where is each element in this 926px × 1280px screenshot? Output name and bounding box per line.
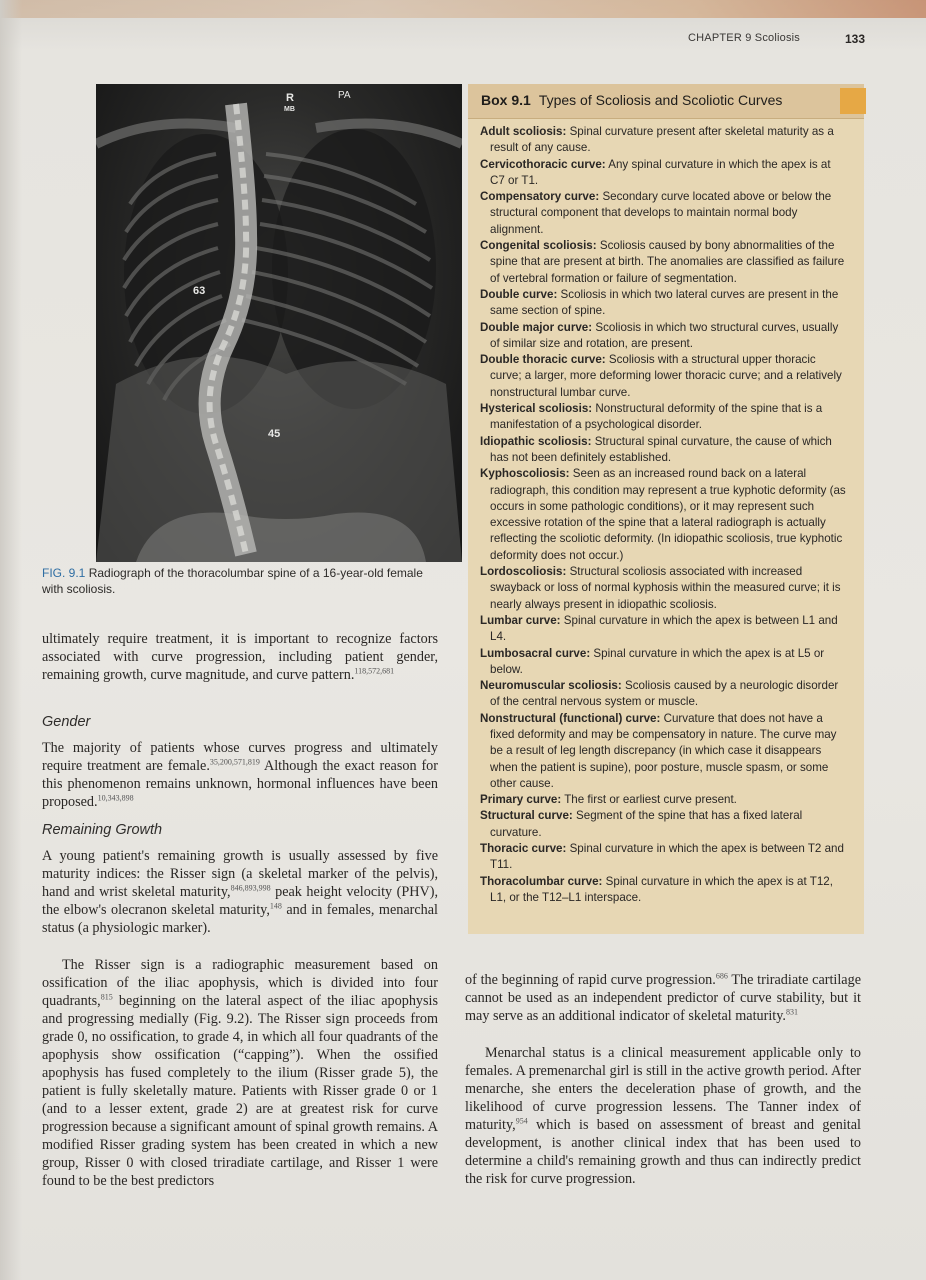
spine-radiograph: [96, 84, 462, 562]
box-entry: [480, 124, 848, 157]
box-entry-definition: Structural scoliosis associated with increased swayback or loss of normal kyphosis within the measured curve; it is nearly always present in idiopathic scoliosis.: [490, 565, 841, 611]
box-entry-definition: The first or earliest curve present.: [564, 793, 737, 807]
box-entry-term: Thoracic curve:: [480, 842, 567, 856]
figure-caption: [42, 566, 442, 597]
citation: 846,893,998: [230, 883, 271, 893]
box-entry: [480, 434, 848, 467]
box-entry: [480, 792, 848, 808]
page-number: 133: [845, 32, 866, 46]
marker-pa: PA: [338, 90, 351, 101]
box-entry-definition: Secondary curve located above or below the structural component that develops to maintain normal body alignment.: [490, 190, 832, 236]
paragraph-intro: [42, 630, 438, 684]
figure-label: FIG. 9.1: [42, 566, 86, 580]
box-entry: [480, 646, 848, 679]
box-entry: [480, 613, 848, 646]
paragraph-triradiate-text-a: of the beginning of rapid curve progression.: [465, 972, 716, 988]
box-entry-definition: Scoliosis in which two structural curves, usually of similar size and rotation, are present.: [490, 320, 839, 350]
citation: 148: [269, 901, 282, 911]
box-entry: [480, 238, 848, 287]
box-entry-term: Lordoscoliosis:: [480, 565, 567, 579]
running-head: CHAPTER 9 Scoliosis: [688, 32, 800, 44]
box-entry-term: Double major curve:: [480, 320, 593, 334]
paragraph-triradiate-text-b: The triradiate cartilage cannot be used as an independent predictor of curve stability, but it may serve as an additional indicator of skeletal maturity.: [465, 972, 861, 1024]
citation: 954: [515, 1116, 528, 1126]
box-entry-definition: Segment of the spine that has a fixed lateral curvature.: [490, 809, 803, 839]
box-entry-term: Hysterical scoliosis:: [480, 402, 593, 416]
box-entry-definition: Structural spinal curvature, the cause of which has not been definitely established.: [490, 434, 832, 464]
citation: 686: [715, 971, 728, 981]
box-entry-definition: Curvature that does not have a fixed deformity and may be compensatory in nature. The curve may be a result of leg length discrepancy (in which case it disappears when the patient is supine), poor posture, muscle spasm, or some other cause.: [490, 711, 837, 790]
marker-mb: MB: [284, 106, 295, 113]
paragraph-growth-text-a: A young patient's remaining growth is usually assessed by five maturity indices: the Risser sign (a skeletal marker of the pelvis), hand and wrist skeletal maturity,: [42, 848, 438, 900]
box-entry-term: Double thoracic curve:: [480, 353, 606, 367]
paragraph-risser-text-a: The Risser sign is a radiographic measurement based on ossification of the iliac apophysis, which is divided into four quadrants,: [42, 957, 438, 1009]
box-entry-term: Cervicothoracic curve:: [480, 157, 606, 171]
box-number: Box 9.1: [481, 92, 531, 108]
citation: 831: [785, 1007, 798, 1017]
box-entry: [480, 189, 848, 238]
box-title: [481, 92, 782, 108]
cobb-angle-lower: 45: [268, 428, 281, 440]
box-entry-term: Structural curve:: [480, 809, 573, 823]
box-entry-term: Lumbar curve:: [480, 613, 561, 627]
box-entry-definition: Nonstructural deformity of the spine that is a manifestation of a psychological disorder.: [490, 402, 823, 432]
box-entry-term: Double curve:: [480, 287, 558, 301]
radiograph-illustration: [96, 84, 462, 562]
box-entry-term: Primary curve:: [480, 793, 562, 807]
box-entry: [480, 564, 848, 613]
box-entry-definition: Any spinal curvature in which the apex is at C7 or T1.: [490, 157, 831, 187]
paragraph-growth-text-c: and in females, menarchal status (a physiologic marker).: [42, 902, 438, 936]
paragraph-gender-text-a: The majority of patients whose curves progress and ultimately require treatment are female.: [42, 740, 438, 774]
box-entry: [480, 352, 848, 401]
cobb-angle-upper: 63: [193, 285, 206, 297]
box-entry-term: Kyphoscoliosis:: [480, 467, 570, 481]
box-entry-definition: Scoliosis caused by bony abnormalities of the spine that are present at birth. The anomalies are classified as failure of vertebral formation or failure of segmentation.: [490, 239, 845, 285]
paragraph-triradiate: [465, 971, 861, 1025]
box-9-1: [468, 84, 864, 934]
box-entry-definition: Scoliosis in which two lateral curves are present in the same section of spine.: [490, 287, 839, 318]
box-entry-definition: Spinal curvature in which the apex is between L1 and L4.: [490, 613, 838, 644]
box-corner-tab: [840, 88, 866, 114]
box-entry-definition: Spinal curvature in which the apex is between T2 and T11.: [490, 842, 844, 872]
box-entry-definition: Spinal curvature in which the apex is at L5 or below.: [490, 646, 825, 676]
box-entry: [480, 287, 848, 320]
heading-gender: Gender: [42, 714, 91, 730]
paragraph-risser: [42, 956, 438, 1190]
paragraph-menarchal: [465, 1044, 861, 1188]
paragraph-gender: [42, 739, 438, 811]
box-entries: [480, 124, 848, 906]
box-entry: [480, 874, 848, 907]
box-entry-term: Nonstructural (functional) curve:: [480, 711, 661, 725]
box-entry-definition: Scoliosis caused by a neurologic disorder of the central nervous system or muscle.: [490, 679, 839, 709]
citation: 118,572,681: [354, 666, 395, 676]
marker-r: R: [286, 92, 294, 104]
box-entry: [480, 466, 848, 564]
paragraph-gender-text-b: Although the exact reason for this phenomenon remains unknown, hormonal influences have been proposed.: [42, 758, 438, 810]
box-entry-term: Neuromuscular scoliosis:: [480, 679, 622, 693]
box-entry: [480, 841, 848, 874]
box-entry-definition: Spinal curvature in which the apex is at T12, L1, or the T12–L1 interspace.: [490, 874, 833, 904]
paragraph-menarchal-text-b: which is based on assessment of breast and genital development, is another clinical index that has been used to determine a child's remaining growth and thus can indirectly predict the risk for curve progression.: [465, 1117, 861, 1187]
figure-caption-text: Radiograph of the thoracolumbar spine of a 16-year-old female with scoliosis.: [42, 566, 423, 596]
box-entry-definition: Seen as an increased round back on a lateral radiograph, this condition may represent a true kyphotic deformity (as occurs in some pathologic conditions), or it may represent such excessive rotation of the spine that a lateral radiograph is actually reflecting the scoliotic deformity. (In idiopathic scoliosis, true kyphotic deformity does not occur.): [490, 467, 846, 562]
box-entry: [480, 808, 848, 841]
box-title-text: Types of Scoliosis and Scoliotic Curves: [538, 92, 783, 108]
box-entry: [480, 320, 848, 353]
paragraph-growth-text-b: peak height velocity (PHV), the elbow's olecranon skeletal maturity,: [42, 884, 439, 918]
citation: 815: [100, 992, 113, 1002]
citation: 35,200,571,819: [209, 757, 260, 767]
paragraph-growth: [42, 847, 438, 937]
box-entry-definition: Scoliosis with a structural upper thoracic curve; a larger, more deforming lower thoracic curve; and a relatively nonstructural lumbar curve.: [490, 353, 842, 399]
box-entry: [480, 678, 848, 711]
heading-remaining-growth: Remaining Growth: [42, 822, 163, 838]
page-gutter-shadow: [0, 0, 22, 1280]
box-header: [468, 84, 864, 119]
box-entry-term: Lumbosacral curve:: [480, 646, 591, 660]
box-entry: [480, 711, 848, 792]
paragraph-intro-text: ultimately require treatment, it is important to recognize factors associated with curve progression, including patient gender, remaining growth, curve magnitude, and curve pattern.: [42, 631, 438, 683]
box-entry-term: Idiopathic scoliosis:: [480, 434, 592, 448]
paragraph-menarchal-text-a: Menarchal status is a clinical measurement applicable only to females. A premenarchal girl is still in the active growth period. After menarche, she enters the deceleration phase of growth, and the likelihood of curve progression lessens. The Tanner index of maturity,: [465, 1045, 861, 1133]
box-entry: [480, 157, 848, 190]
box-entry-term: Congenital scoliosis:: [480, 239, 597, 253]
page-top-edge: [0, 0, 926, 18]
box-entry-definition: Spinal curvature present after skeletal maturity as a result of any cause.: [490, 125, 834, 155]
box-entry-term: Adult scoliosis:: [480, 125, 567, 138]
box-entry: [480, 401, 848, 434]
paragraph-risser-text-b: beginning on the lateral aspect of the iliac apophysis and progressing medially (Fig. 9.2). The Risser sign proceeds from grade 0, no ossification, to grade 4, in which all four quadrants of the apophysis show ossification (“capping”). When the ossified apophysis has fused completely to the ilium (Risser grade 5), the patient is fully skeletally mature. Patients with Risser grade 0 or 1 (and to a lesser extent, grade 2) are at greatest risk for curve progression because a significant amount of spinal growth remains. A modified Risser grading system has been created in which a new group, Risser 0 with closed triradiate cartilage, and Risser 1 were found to be the best predictors: [42, 993, 438, 1189]
box-entry-term: Compensatory curve:: [480, 190, 600, 204]
citation: 10,343,898: [97, 793, 134, 803]
box-entry-term: Thoracolumbar curve:: [480, 874, 603, 888]
